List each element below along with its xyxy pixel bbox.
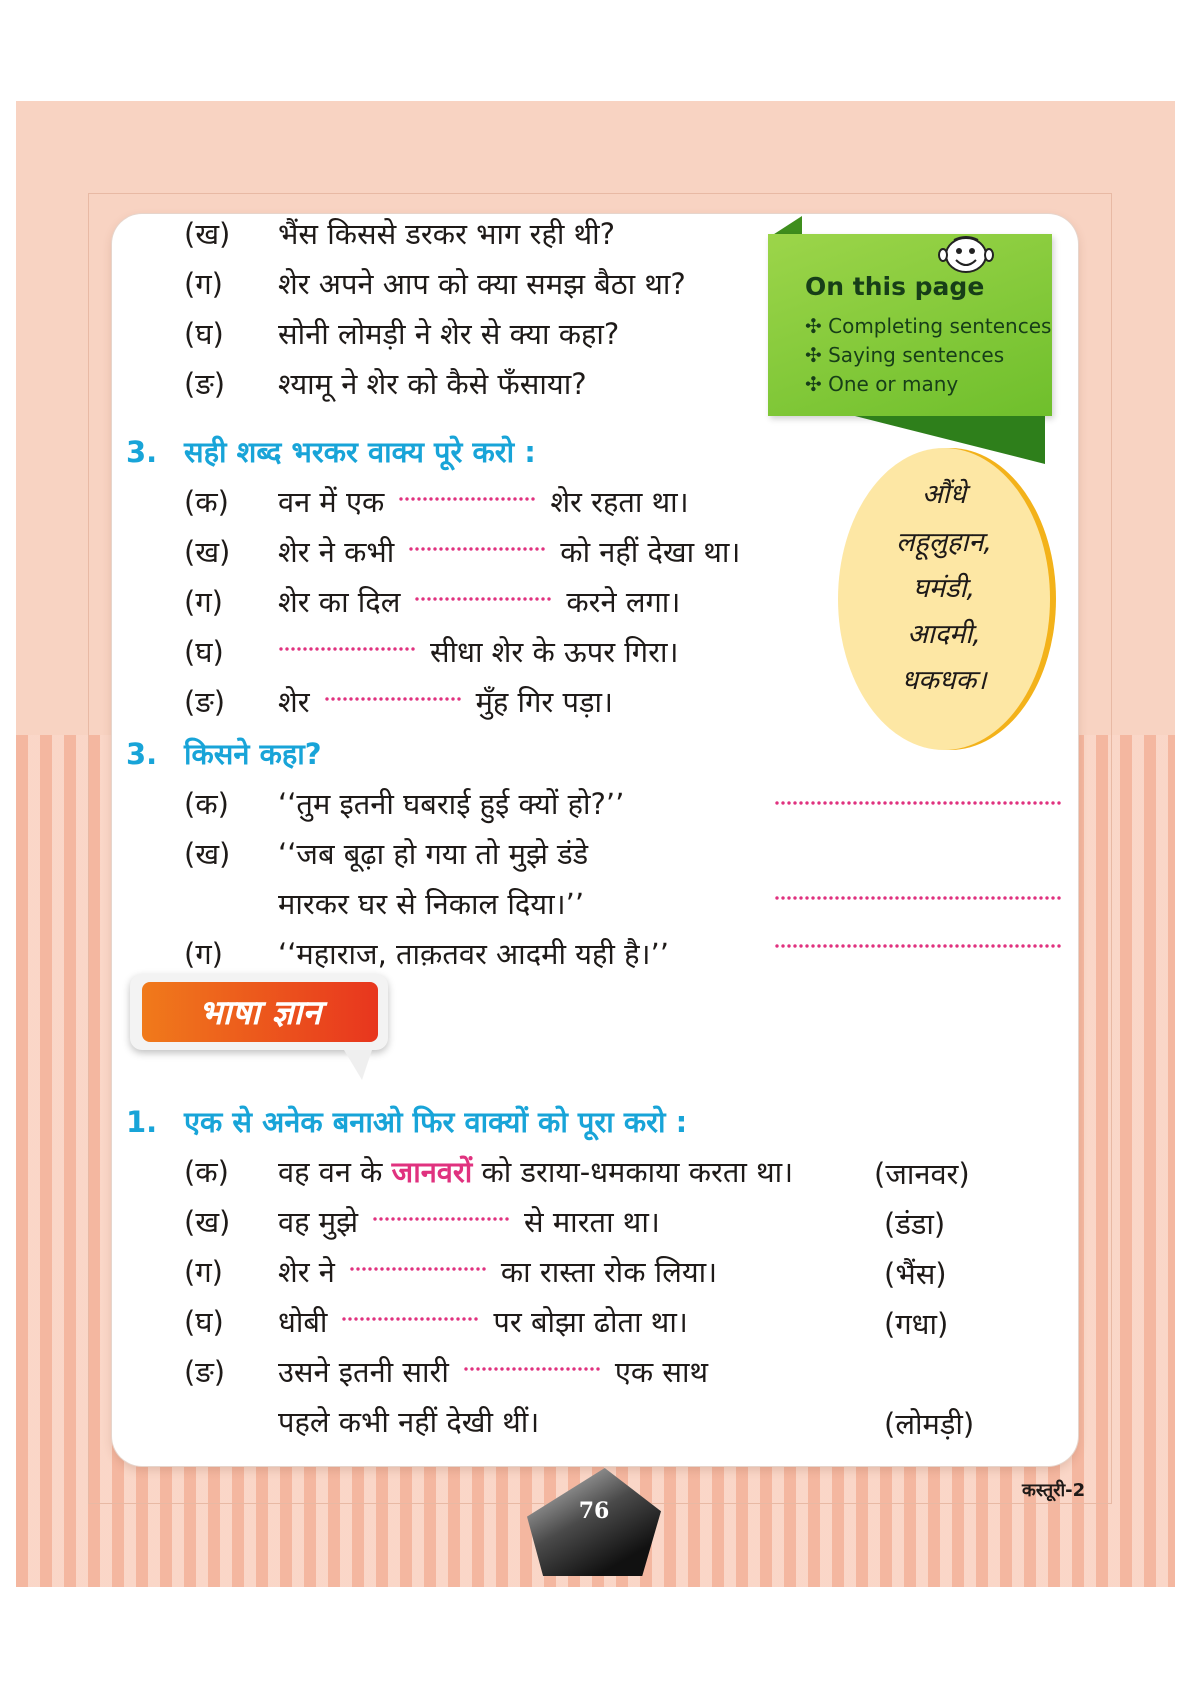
blank-line[interactable] xyxy=(414,597,552,601)
tag-pointer xyxy=(344,1050,372,1080)
word-bank-item: घमंडी, xyxy=(912,573,976,604)
blank-line[interactable] xyxy=(463,1367,601,1371)
book-name: कस्तूरी-2 xyxy=(1022,1480,1086,1501)
filled-answer: जानवरों xyxy=(391,1155,473,1189)
ribbon-item: ✣ One or many xyxy=(805,372,959,396)
hint-word: (भैंस) xyxy=(884,1257,947,1291)
word-bank-item: लहूलुहान, xyxy=(896,527,992,558)
blank-line[interactable] xyxy=(408,547,546,551)
ribbon-item: ✣ Saying sentences xyxy=(805,343,1005,367)
blank-line[interactable] xyxy=(324,697,462,701)
page-number: 76 xyxy=(578,1498,610,1524)
ribbon-item: ✣ Completing sentences xyxy=(805,314,1052,338)
bhasha-gyan-title: भाषा ज्ञान xyxy=(198,993,322,1033)
hint-word: (गधा) xyxy=(884,1307,949,1341)
word-bank-item: धकधक। xyxy=(901,665,987,696)
blank-line[interactable] xyxy=(372,1217,510,1221)
answer-line[interactable] xyxy=(774,944,1062,948)
blank-line[interactable] xyxy=(349,1267,487,1271)
hint-word: (डंडा) xyxy=(884,1207,946,1241)
blank-line[interactable] xyxy=(398,497,536,501)
word-bank-item: आदमी, xyxy=(907,619,981,650)
blank-line[interactable] xyxy=(341,1317,479,1321)
word-bank-item: औंधे xyxy=(921,479,967,510)
answer-line[interactable] xyxy=(774,896,1062,900)
answer-line[interactable] xyxy=(774,801,1062,805)
blank-line[interactable] xyxy=(278,647,416,651)
smiley-face-icon xyxy=(938,233,994,275)
hint-word: (जानवर) xyxy=(874,1157,970,1191)
ribbon-title: On this page xyxy=(805,272,985,301)
hint-word: (लोमड़ी) xyxy=(884,1407,975,1441)
